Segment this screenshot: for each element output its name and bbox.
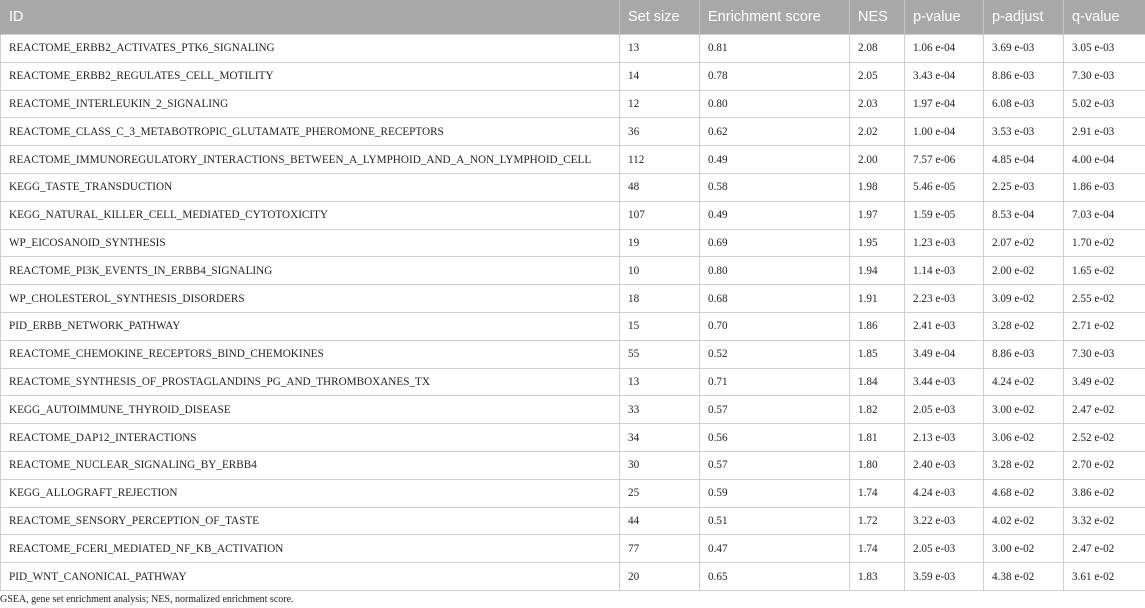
cell-p-adjust: 4.02 e-02 — [984, 507, 1064, 535]
cell-id: REACTOME_SENSORY_PERCEPTION_OF_TASTE — [1, 507, 620, 535]
cell-p-value: 1.97 e-04 — [905, 90, 984, 118]
cell-id: REACTOME_DAP12_INTERACTIONS — [1, 424, 620, 452]
cell-q-value: 3.61 e-02 — [1064, 563, 1145, 591]
table-row — [1, 173, 1145, 201]
column-header-p-adjust: p-adjust — [984, 0, 1064, 35]
cell-p-value: 1.06 e-04 — [905, 35, 984, 63]
column-header-nes: NES — [850, 0, 905, 35]
table-row — [1, 229, 1145, 257]
table-row — [1, 451, 1145, 479]
cell-p-adjust: 2.25 e-03 — [984, 173, 1064, 201]
cell-set-size: 107 — [620, 201, 700, 229]
cell-id: KEGG_AUTOIMMUNE_THYROID_DISEASE — [1, 396, 620, 424]
column-header-q-value: q-value — [1064, 0, 1145, 35]
cell-q-value: 2.55 e-02 — [1064, 285, 1145, 313]
cell-nes: 1.80 — [850, 451, 905, 479]
table-row — [1, 201, 1145, 229]
cell-set-size: 34 — [620, 424, 700, 452]
cell-q-value: 7.30 e-03 — [1064, 340, 1145, 368]
header-row — [1, 0, 1145, 35]
cell-nes: 1.83 — [850, 563, 905, 591]
cell-p-value: 2.05 e-03 — [905, 396, 984, 424]
cell-set-size: 55 — [620, 340, 700, 368]
cell-nes: 1.95 — [850, 229, 905, 257]
cell-enrichment-score: 0.62 — [700, 118, 850, 146]
cell-p-value: 2.05 e-03 — [905, 535, 984, 563]
cell-id: KEGG_ALLOGRAFT_REJECTION — [1, 479, 620, 507]
table-row — [1, 479, 1145, 507]
cell-p-value: 2.23 e-03 — [905, 285, 984, 313]
cell-q-value: 7.30 e-03 — [1064, 62, 1145, 90]
cell-p-value: 3.59 e-03 — [905, 563, 984, 591]
column-header-enrichment-score: Enrichment score — [700, 0, 850, 35]
cell-set-size: 13 — [620, 35, 700, 63]
cell-nes: 1.86 — [850, 312, 905, 340]
cell-enrichment-score: 0.59 — [700, 479, 850, 507]
cell-enrichment-score: 0.57 — [700, 396, 850, 424]
cell-enrichment-score: 0.57 — [700, 451, 850, 479]
column-header-set-size: Set size — [620, 0, 700, 35]
cell-id: REACTOME_INTERLEUKIN_2_SIGNALING — [1, 90, 620, 118]
table-row — [1, 146, 1145, 174]
cell-p-value: 5.46 e-05 — [905, 173, 984, 201]
cell-nes: 2.00 — [850, 146, 905, 174]
cell-p-adjust: 4.85 e-04 — [984, 146, 1064, 174]
cell-nes: 1.94 — [850, 257, 905, 285]
cell-enrichment-score: 0.49 — [700, 146, 850, 174]
cell-p-value: 4.24 e-03 — [905, 479, 984, 507]
cell-nes: 1.84 — [850, 368, 905, 396]
cell-enrichment-score: 0.68 — [700, 285, 850, 313]
cell-nes: 1.98 — [850, 173, 905, 201]
cell-p-adjust: 2.07 e-02 — [984, 229, 1064, 257]
cell-q-value: 3.86 e-02 — [1064, 479, 1145, 507]
cell-q-value: 2.91 e-03 — [1064, 118, 1145, 146]
cell-p-adjust: 6.08 e-03 — [984, 90, 1064, 118]
cell-enrichment-score: 0.58 — [700, 173, 850, 201]
table-row — [1, 285, 1145, 313]
cell-enrichment-score: 0.71 — [700, 368, 850, 396]
cell-p-adjust: 3.00 e-02 — [984, 396, 1064, 424]
cell-enrichment-score: 0.52 — [700, 340, 850, 368]
cell-id: REACTOME_ERBB2_ACTIVATES_PTK6_SIGNALING — [1, 35, 620, 63]
cell-set-size: 18 — [620, 285, 700, 313]
cell-p-value: 2.41 e-03 — [905, 312, 984, 340]
table-header — [1, 0, 1145, 35]
cell-p-value: 3.44 e-03 — [905, 368, 984, 396]
cell-id: REACTOME_CLASS_C_3_METABOTROPIC_GLUTAMATE_PHEROMONE_RECEPTORS — [1, 118, 620, 146]
cell-set-size: 25 — [620, 479, 700, 507]
cell-enrichment-score: 0.70 — [700, 312, 850, 340]
cell-id: REACTOME_CHEMOKINE_RECEPTORS_BIND_CHEMOKINES — [1, 340, 620, 368]
cell-p-adjust: 3.28 e-02 — [984, 312, 1064, 340]
cell-set-size: 12 — [620, 90, 700, 118]
table-row — [1, 118, 1145, 146]
cell-set-size: 14 — [620, 62, 700, 90]
cell-p-adjust: 3.53 e-03 — [984, 118, 1064, 146]
cell-p-value: 1.00 e-04 — [905, 118, 984, 146]
table-row — [1, 312, 1145, 340]
cell-set-size: 30 — [620, 451, 700, 479]
cell-set-size: 20 — [620, 563, 700, 591]
cell-q-value: 2.47 e-02 — [1064, 535, 1145, 563]
cell-q-value: 2.70 e-02 — [1064, 451, 1145, 479]
cell-nes: 1.74 — [850, 535, 905, 563]
table-row — [1, 368, 1145, 396]
cell-q-value: 3.32 e-02 — [1064, 507, 1145, 535]
cell-nes: 2.03 — [850, 90, 905, 118]
cell-nes: 1.91 — [850, 285, 905, 313]
cell-p-value: 2.13 e-03 — [905, 424, 984, 452]
table-row — [1, 507, 1145, 535]
cell-p-value: 3.49 e-04 — [905, 340, 984, 368]
table-row — [1, 62, 1145, 90]
cell-p-value: 1.14 e-03 — [905, 257, 984, 285]
cell-p-value: 3.43 e-04 — [905, 62, 984, 90]
cell-p-value: 3.22 e-03 — [905, 507, 984, 535]
cell-enrichment-score: 0.69 — [700, 229, 850, 257]
cell-enrichment-score: 0.80 — [700, 90, 850, 118]
table-row — [1, 424, 1145, 452]
table-body — [1, 35, 1145, 591]
cell-set-size: 15 — [620, 312, 700, 340]
cell-p-adjust: 8.53 e-04 — [984, 201, 1064, 229]
cell-enrichment-score: 0.80 — [700, 257, 850, 285]
cell-p-adjust: 8.86 e-03 — [984, 62, 1064, 90]
cell-p-value: 1.59 e-05 — [905, 201, 984, 229]
cell-id: PID_WNT_CANONICAL_PATHWAY — [1, 563, 620, 591]
cell-p-adjust: 3.69 e-03 — [984, 35, 1064, 63]
cell-q-value: 2.47 e-02 — [1064, 396, 1145, 424]
cell-p-adjust: 3.09 e-02 — [984, 285, 1064, 313]
cell-enrichment-score: 0.81 — [700, 35, 850, 63]
cell-id: REACTOME_SYNTHESIS_OF_PROSTAGLANDINS_PG_AND_THROMBOXANES_TX — [1, 368, 620, 396]
cell-set-size: 77 — [620, 535, 700, 563]
cell-enrichment-score: 0.47 — [700, 535, 850, 563]
cell-id: REACTOME_FCERI_MEDIATED_NF_KB_ACTIVATION — [1, 535, 620, 563]
cell-q-value: 1.70 e-02 — [1064, 229, 1145, 257]
cell-p-adjust: 3.28 e-02 — [984, 451, 1064, 479]
cell-set-size: 33 — [620, 396, 700, 424]
cell-q-value: 1.65 e-02 — [1064, 257, 1145, 285]
cell-p-adjust: 4.38 e-02 — [984, 563, 1064, 591]
cell-p-value: 2.40 e-03 — [905, 451, 984, 479]
cell-id: WP_EICOSANOID_SYNTHESIS — [1, 229, 620, 257]
cell-p-adjust: 3.06 e-02 — [984, 424, 1064, 452]
cell-enrichment-score: 0.49 — [700, 201, 850, 229]
table-row — [1, 340, 1145, 368]
cell-q-value: 5.02 e-03 — [1064, 90, 1145, 118]
table-row — [1, 563, 1145, 591]
cell-p-adjust: 4.68 e-02 — [984, 479, 1064, 507]
cell-enrichment-score: 0.78 — [700, 62, 850, 90]
cell-nes: 1.97 — [850, 201, 905, 229]
cell-enrichment-score: 0.65 — [700, 563, 850, 591]
cell-id: REACTOME_PI3K_EVENTS_IN_ERBB4_SIGNALING — [1, 257, 620, 285]
cell-nes: 2.08 — [850, 35, 905, 63]
table-row — [1, 90, 1145, 118]
cell-id: REACTOME_ERBB2_REGULATES_CELL_MOTILITY — [1, 62, 620, 90]
cell-nes: 2.05 — [850, 62, 905, 90]
table-row — [1, 396, 1145, 424]
cell-set-size: 48 — [620, 173, 700, 201]
cell-p-adjust: 4.24 e-02 — [984, 368, 1064, 396]
cell-id: REACTOME_IMMUNOREGULATORY_INTERACTIONS_BETWEEN_A_LYMPHOID_AND_A_NON_LYMPHOID_CELL — [1, 146, 620, 174]
cell-p-adjust: 3.00 e-02 — [984, 535, 1064, 563]
cell-q-value: 2.71 e-02 — [1064, 312, 1145, 340]
cell-set-size: 44 — [620, 507, 700, 535]
cell-q-value: 3.49 e-02 — [1064, 368, 1145, 396]
cell-enrichment-score: 0.56 — [700, 424, 850, 452]
cell-nes: 1.81 — [850, 424, 905, 452]
cell-set-size: 112 — [620, 146, 700, 174]
table-row — [1, 535, 1145, 563]
table-row — [1, 35, 1145, 63]
table-row — [1, 257, 1145, 285]
cell-p-value: 1.23 e-03 — [905, 229, 984, 257]
cell-id: KEGG_TASTE_TRANSDUCTION — [1, 173, 620, 201]
cell-nes: 1.74 — [850, 479, 905, 507]
cell-p-value: 7.57 e-06 — [905, 146, 984, 174]
cell-id: PID_ERBB_NETWORK_PATHWAY — [1, 312, 620, 340]
cell-q-value: 4.00 e-04 — [1064, 146, 1145, 174]
cell-set-size: 10 — [620, 257, 700, 285]
cell-q-value: 2.52 e-02 — [1064, 424, 1145, 452]
cell-p-adjust: 8.86 e-03 — [984, 340, 1064, 368]
cell-id: WP_CHOLESTEROL_SYNTHESIS_DISORDERS — [1, 285, 620, 313]
cell-q-value: 7.03 e-04 — [1064, 201, 1145, 229]
column-header-id: ID — [1, 0, 620, 35]
cell-nes: 2.02 — [850, 118, 905, 146]
cell-q-value: 1.86 e-03 — [1064, 173, 1145, 201]
cell-p-adjust: 2.00 e-02 — [984, 257, 1064, 285]
cell-set-size: 19 — [620, 229, 700, 257]
cell-set-size: 13 — [620, 368, 700, 396]
column-header-p-value: p-value — [905, 0, 984, 35]
cell-id: REACTOME_NUCLEAR_SIGNALING_BY_ERBB4 — [1, 451, 620, 479]
cell-nes: 1.82 — [850, 396, 905, 424]
cell-set-size: 36 — [620, 118, 700, 146]
cell-nes: 1.72 — [850, 507, 905, 535]
cell-q-value: 3.05 e-03 — [1064, 35, 1145, 63]
cell-nes: 1.85 — [850, 340, 905, 368]
cell-id: KEGG_NATURAL_KILLER_CELL_MEDIATED_CYTOTOXICITY — [1, 201, 620, 229]
cell-enrichment-score: 0.51 — [700, 507, 850, 535]
table-footnote: GSEA, gene set enrichment analysis; NES, normalized enrichment score. — [0, 594, 294, 605]
